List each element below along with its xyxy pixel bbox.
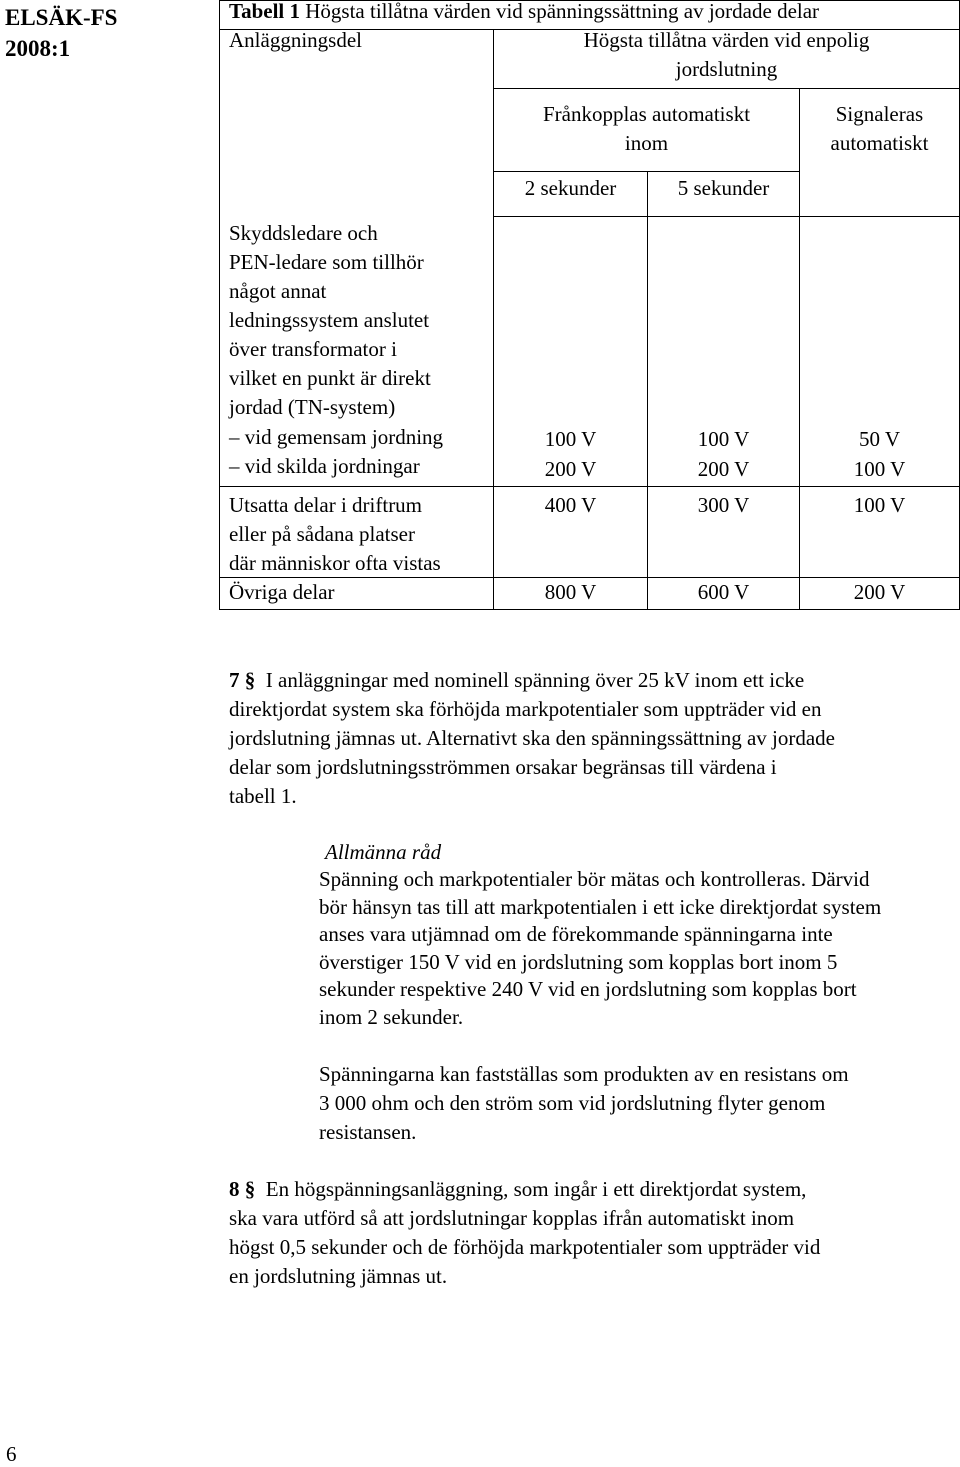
header-disconnect-line2: inom	[624, 131, 669, 155]
table-caption-label: Tabell 1	[229, 0, 300, 23]
table-rule-5s	[799, 88, 800, 610]
voltage-limits-table	[219, 0, 960, 610]
advice-line: sekunder respektive 240 V vid en jordslutning som kopplas bort	[319, 977, 857, 1001]
document-series-label	[5, 2, 117, 64]
group-label-line: ledningssystem anslutet	[229, 308, 430, 332]
section-7-line: jordslutning jämnas ut. Alternativt ska den spänningssättning av jordade	[229, 726, 835, 750]
table-rule-subheader	[493, 216, 960, 217]
header-values-line2: jordslutning	[675, 57, 778, 81]
advice-line: bör hänsyn tas till att markpotentialen i ett icke direktjordat system	[319, 894, 882, 919]
section-7-line: direktjordat system ska förhöjda markpotentialer som uppträder vid en	[229, 697, 822, 721]
header-values-line1: Högsta tillåtna värden vid enpolig	[583, 28, 870, 52]
general-advice-paragraph-1	[319, 866, 959, 1031]
section-7-text: I anläggningar med nominell spänning över 25 kV inom ett icke	[265, 668, 805, 692]
advice-line: överstiger 150 V vid en jordslutning som kopplas bort inom 5	[319, 949, 838, 974]
section-7	[229, 666, 954, 811]
advice-line: Spänningarna kan fastställas som produkten av en resistans om	[319, 1062, 849, 1086]
series-name: ELSÄK-FS	[5, 5, 118, 30]
header-disconnect	[494, 100, 799, 158]
cell-5s: 100 V	[697, 427, 750, 451]
group-label-line: över transformator i	[229, 337, 397, 361]
section-8	[229, 1175, 954, 1291]
advice-line: 3 000 ohm och den ström som vid jordslutning flyter genom	[319, 1091, 826, 1115]
cell-5s: 600 V	[697, 580, 750, 604]
advice-line: inom 2 sekunder.	[319, 1004, 464, 1029]
section-8-line	[229, 1175, 954, 1204]
section-7-line: delar som jordslutningsströmmen orsakar begränsas till värdena i	[229, 755, 777, 779]
header-5s: 5 sekunder	[677, 176, 770, 200]
section-8-line: en jordslutning jämnas ut.	[229, 1264, 448, 1288]
header-disconnect-line1: Frånkopplas automatiskt	[542, 102, 751, 126]
section-8-line: ska vara utförd så att jordslutningar kopplas ifrån automatiskt inom	[229, 1206, 795, 1230]
group-label-line: något annat	[229, 279, 327, 303]
header-signal	[800, 100, 959, 158]
section-7-line	[229, 666, 954, 695]
section-8-number: 8 §	[229, 1177, 256, 1201]
header-2s: 2 sekunder	[524, 176, 617, 200]
table-rule-values-header	[493, 88, 960, 89]
section-7-line: tabell 1.	[229, 784, 297, 808]
row-label-exposed-parts	[229, 491, 441, 578]
cell-2s: 400 V	[544, 493, 597, 517]
group-label-tn-system	[229, 219, 431, 422]
advice-line: Spänning och markpotentialer bör mätas och kontrolleras. Därvid	[319, 867, 870, 891]
row-label-line: eller på sådana platser	[229, 522, 415, 546]
row-label-separate-earthing: – vid skilda jordningar	[229, 454, 420, 478]
header-signal-line1: Signaleras	[835, 102, 924, 126]
cell-2s: 100 V	[544, 427, 597, 451]
advice-line: anses vara utjämnad om de förekommande spänningarna inte	[319, 922, 833, 946]
row-label-line: där människor ofta vistas	[229, 551, 441, 575]
table-rule-disconnect-header	[493, 171, 800, 172]
table-rule-left	[219, 0, 220, 610]
group-label-line: jordad (TN-system)	[229, 395, 396, 419]
table-caption	[229, 0, 819, 26]
row-label-other-parts: Övriga delar	[229, 580, 335, 604]
table-rule-2s	[647, 171, 648, 610]
series-number: 2008:1	[5, 36, 71, 61]
row-label-line: Utsatta delar i driftrum	[229, 493, 423, 517]
section-8-line: högst 0,5 sekunder och de förhöjda markpotentialer som uppträder vid	[229, 1235, 821, 1259]
cell-2s: 800 V	[544, 580, 597, 604]
advice-line: resistansen.	[319, 1120, 417, 1144]
header-values	[494, 26, 959, 84]
row-label-common-earthing: – vid gemensam jordning	[229, 425, 444, 449]
cell-signal: 100 V	[853, 493, 906, 517]
cell-signal: 200 V	[853, 580, 906, 604]
cell-signal: 50 V	[858, 427, 901, 451]
group-label-line: Skyddsledare och	[229, 221, 378, 245]
section-7-number: 7 §	[229, 668, 256, 692]
cell-2s: 200 V	[544, 457, 597, 481]
table-rule-bottom	[219, 609, 960, 610]
header-part: Anläggningsdel	[229, 28, 362, 52]
header-signal-line2: automatiskt	[830, 131, 929, 155]
group-label-line: PEN-ledare som tillhör	[229, 250, 424, 274]
group-label-line: vilket en punkt är direkt	[229, 366, 431, 390]
cell-signal: 100 V	[853, 457, 906, 481]
cell-5s: 300 V	[697, 493, 750, 517]
table-rule-group1	[219, 486, 960, 487]
general-advice-heading: Allmänna råd	[325, 840, 442, 864]
table-caption-text: Högsta tillåtna värden vid spänningssättning av jordade delar	[305, 0, 820, 23]
page-number: 6	[6, 1442, 17, 1466]
general-advice-paragraph-2	[319, 1060, 959, 1147]
cell-5s: 200 V	[697, 457, 750, 481]
section-8-text: En högspänningsanläggning, som ingår i ett direktjordat system,	[265, 1177, 807, 1201]
